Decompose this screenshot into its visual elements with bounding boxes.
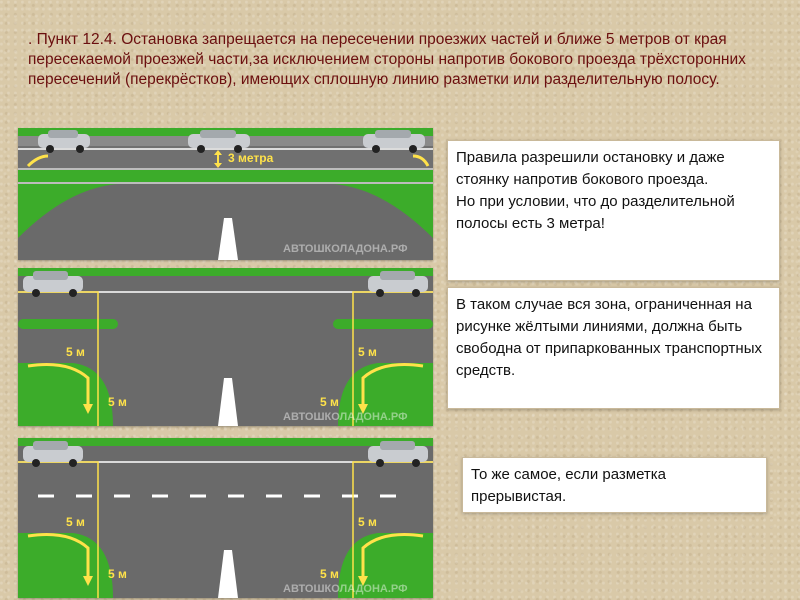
label-5m-bl: 5 м [108,395,127,409]
diagram-panel-1 [18,128,433,260]
diagram-panel-2 [18,268,433,426]
watermark: АВТОШКОЛАДОНА.РФ [283,583,408,595]
label-5m-tl: 5 м [66,515,85,529]
label-5m-tl: 5 м [66,345,85,359]
note-box-1 [447,140,780,281]
note-box-2 [447,287,780,409]
label-5m-br: 5 м [320,567,339,581]
note-2-text: В таком случае вся зона, ограниченная на рисунке жёлтыми линиями, должна быть свободна от припаркованных транспортных средств. [456,296,762,379]
watermark: АВТОШКОЛАДОНА.РФ [283,411,408,423]
rule-heading: . Пункт 12.4. Остановка запрещается на пересечении проезжих частей и ближе 5 метров от края пересекаемой проезжей части,за исключением стороны напротив бокового проезда трёхсторонних пересечений (перекрёстков), имеющих сплошную линию разметки или разделительную полосу. [28,31,746,88]
note-1-text-2: Но при условии, что до разделительной полосы есть 3 метра! [456,193,735,232]
label-5m-tr: 5 м [358,345,377,359]
label-5m-tr: 5 м [358,515,377,529]
note-box-3 [462,457,767,513]
label-5m-br: 5 м [320,395,339,409]
watermark: АВТОШКОЛАДОНА.РФ [283,243,408,255]
note-3-text: То же самое, если разметка прерывистая. [471,466,667,505]
distance-label-3m: 3 метра [228,151,274,165]
diagram-panel-3 [18,438,433,598]
note-1-text-1: Правила разрешили остановку и даже стоянку напротив бокового проезда. [456,149,725,188]
label-5m-bl: 5 м [108,567,127,581]
